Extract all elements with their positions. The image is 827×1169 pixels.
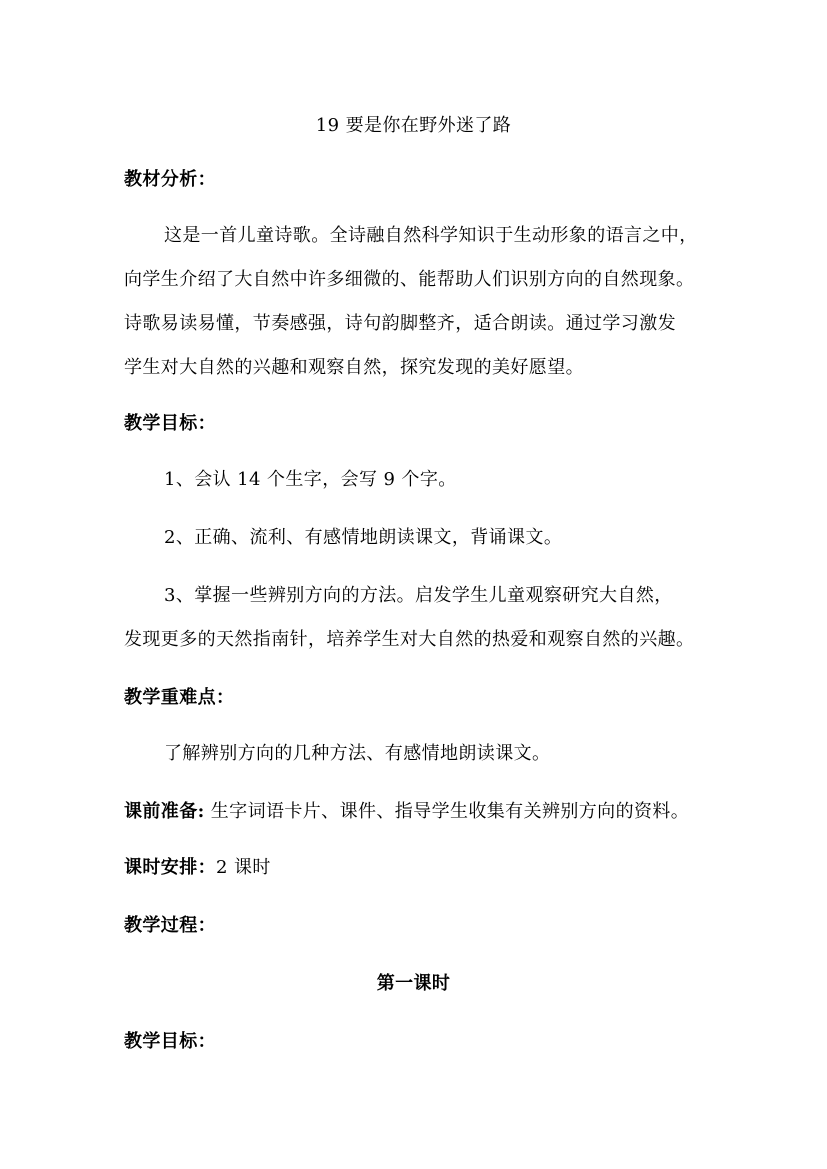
goal-item-1: 1、会认 14 个生字，会写 9 个字。 — [164, 469, 457, 490]
goal-item-3: 3、掌握一些辨别方向的方法。启发学生儿童观察研究大自然， — [164, 585, 673, 606]
lesson-one-goals-heading: 教学目标： — [124, 1031, 216, 1052]
document-title: 19 要是你在野外迷了路 — [315, 115, 512, 136]
goal-item-2: 2、正确、流利、有感情地朗读课文，背诵课文。 — [164, 527, 563, 548]
schedule-line — [124, 854, 724, 882]
prep-text: 生字词语卡片、课件、指导学生收集有关辨别方向的资料。 — [204, 801, 690, 822]
process-heading: 教学过程： — [124, 915, 216, 936]
prep-line — [124, 798, 724, 826]
analysis-line-4: 学生对大自然的兴趣和观察自然，探究发现的美好愿望。 — [124, 357, 584, 378]
schedule-text: 2 课时 — [216, 857, 271, 878]
schedule-label: 课时安排： — [124, 857, 216, 878]
analysis-heading: 教材分析： — [124, 169, 216, 190]
analysis-line-1: 这是一首儿童诗歌。全诗融自然科学知识于生动形象的语言之中， — [164, 225, 698, 246]
key-points-text: 了解辨别方向的几种方法、有感情地朗读课文。 — [164, 743, 551, 764]
analysis-line-2: 向学生介绍了大自然中许多细微的、能帮助人们识别方向的自然现象。 — [124, 269, 695, 290]
goals-heading: 教学目标： — [124, 413, 216, 434]
analysis-line-3: 诗歌易读易懂，节奏感强，诗句韵脚整齐，适合朗读。通过学习激发 — [124, 313, 676, 334]
lesson-one-heading: 第一课时 — [376, 973, 451, 994]
goal-item-3-continued: 发现更多的天然指南针，培养学生对大自然的热爱和观察自然的兴趣。 — [124, 629, 695, 650]
prep-label: 课前准备: — [124, 801, 205, 822]
key-points-heading: 教学重难点： — [124, 687, 235, 708]
